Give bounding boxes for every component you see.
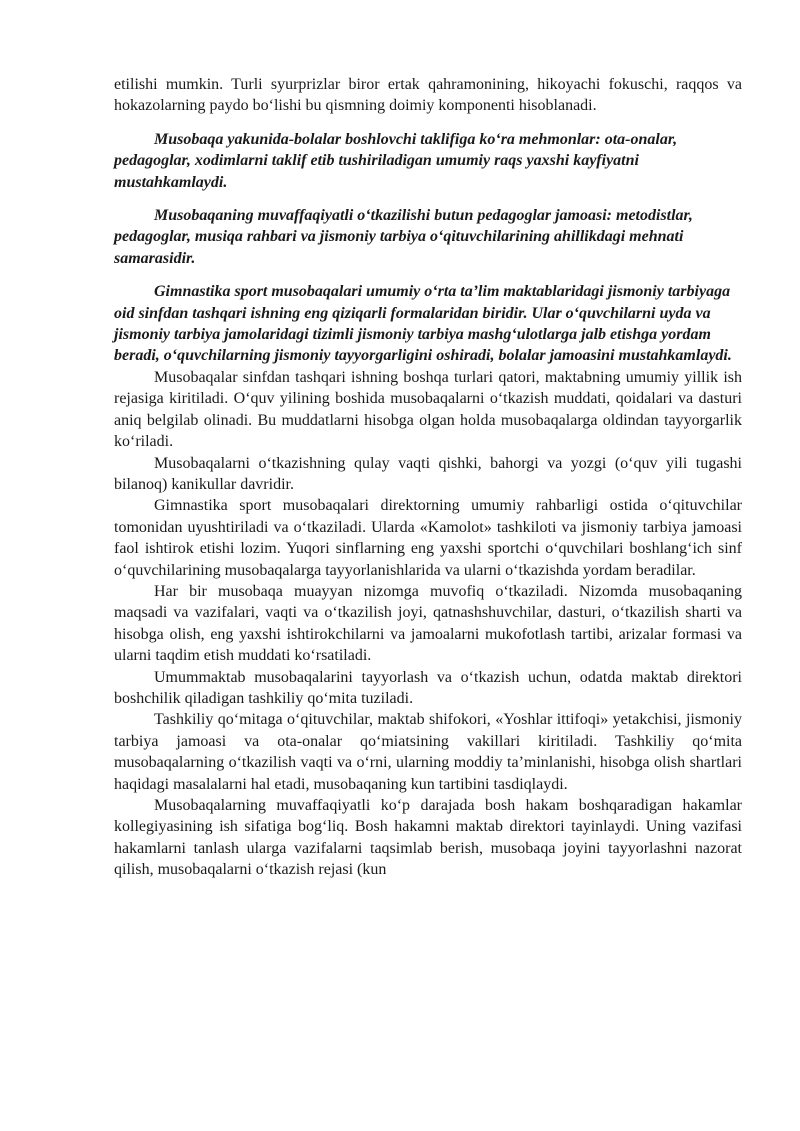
paragraph-continuation: etilishi mumkin. Turli syurprizlar biror ertak qahramonining, hikoyachi fokuschi, raqqos va hokazolarning paydo boʻlishi bu qismning doimiy komponenti hisoblanadi. [114, 76, 742, 115]
document-page [114, 74, 742, 881]
paragraph-body-2: Musobaqalarni oʻtkazishning qulay vaqti qishki, bahorgi va yozgi (oʻquv yili tugashi bilanoq) kanikullar davridir. [114, 454, 742, 493]
paragraph-bold-italic-1: Musobaqa yakunida-bolalar boshlovchi taklifiga koʻra mehmonlar: ota-onalar, pedagoglar, xodimlarni taklif etib tushiriladigan umumiy raqs yaxshi kayfiyatni mustahkamlaydi. [114, 130, 678, 191]
paragraph-bold-italic-3: Gimnastika sport musobaqalari umumiy oʻrta ta’lim maktablaridagi jismoniy tarbiyaga oid sinfdan tashqari ishning eng qiziqarli formalaridan biridir. Ular oʻquvchilarni uyda va jismoniy tarbiya jamolaridagi tizimli jismoniy tarbiya mashgʻulotlarga jalb etishga yordam beradi, oʻquvchilarning jismoniy tayyorgarligini oshiradi, bolalar jamoasini mustahkamlaydi. [114, 283, 732, 365]
paragraph-body-3: Gimnastika sport musobaqalari direktorning umumiy rahbarligi ostida oʻqituvchilar tomonidan uyushtiriladi va oʻtkaziladi. Ularda «Kamolot» tashkiloti va jismoniy tarbiya jamoasi faol ishtirok etishi lozim. Yuqori sinflarning eng yaxshi sportchi oʻquvchilari boshlangʻich sinf oʻquvchilarining musobaqalarga tayyorlanishlarida va ularni oʻtkazishda yordam beradilar. [114, 497, 742, 579]
paragraph-body-1: Musobaqalar sinfdan tashqari ishning boshqa turlari qatori, maktabning umumiy yillik ish rejasiga kiritiladi. Oʻquv yilining boshida musobaqalarni oʻtkazish muddati, qoidalari va dasturi aniq belgilab olinadi. Bu muddatlarni hisobga olgan holda musobaqalarga oldindan tayyorgarlik koʻriladi. [114, 368, 742, 451]
paragraph-body-5: Umummaktab musobaqalarini tayyorlash va oʻtkazish uchun, odatda maktab direktori boshchilik qiladigan tashkiliy qoʻmita tuziladi. [114, 668, 742, 707]
paragraph-body-6: Tashkiliy qoʻmitaga oʻqituvchilar, maktab shifokori, «Yoshlar ittifoqi» yetakchisi, jismoniy tarbiya jamoasi va ota-onalar qoʻmiatsining vakillari kiritiladi. Tashkiliy qoʻmita musobaqalarning oʻtkazilish vaqti va oʻrni, ularning moddiy ta’minlanishi, hisobga olish shartlari haqidagi masalalarni hal etadi, musobaqaning kun tartibini tasdiqlaydi. [114, 711, 742, 793]
paragraph-bold-italic-2: Musobaqaning muvaffaqiyatli oʻtkazilishi butun pedagoglar jamoasi: metodistlar, pedagoglar, musiqa rahbari va jismoniy tarbiya oʻqituvchilarining ahillikdagi mehnati samarasidir. [114, 207, 693, 267]
paragraph-body-7: Musobaqalarning muvaffaqiyatli koʻp darajada bosh hakam boshqaradigan hakamlar kollegiyasining ish sifatiga bogʻliq. Bosh hakamni maktab direktori tayinlaydi. Uning vazifasi hakamlarni tanlash ularga vazifalarni taqsimlab berish, musobaqa joyini tayyorlashni nazorat qilish, musobaqalarni oʻtkazish rejasi (kun [114, 797, 742, 879]
paragraph-body-4: Har bir musobaqa muayyan nizomga muvofiq oʻtkaziladi. Nizomda musobaqaning maqsadi va vazifalari, vaqti va oʻtkazilish joyi, qatnashshuvchilar, dasturi, oʻtkazilish sharti va hisobga olish, eng yaxshi ishtirokchilarni va jamoalarni mukofotlash tartibi, arizalar formasi va ularni taqdim etish muddati koʻrsatiladi. [114, 582, 742, 665]
